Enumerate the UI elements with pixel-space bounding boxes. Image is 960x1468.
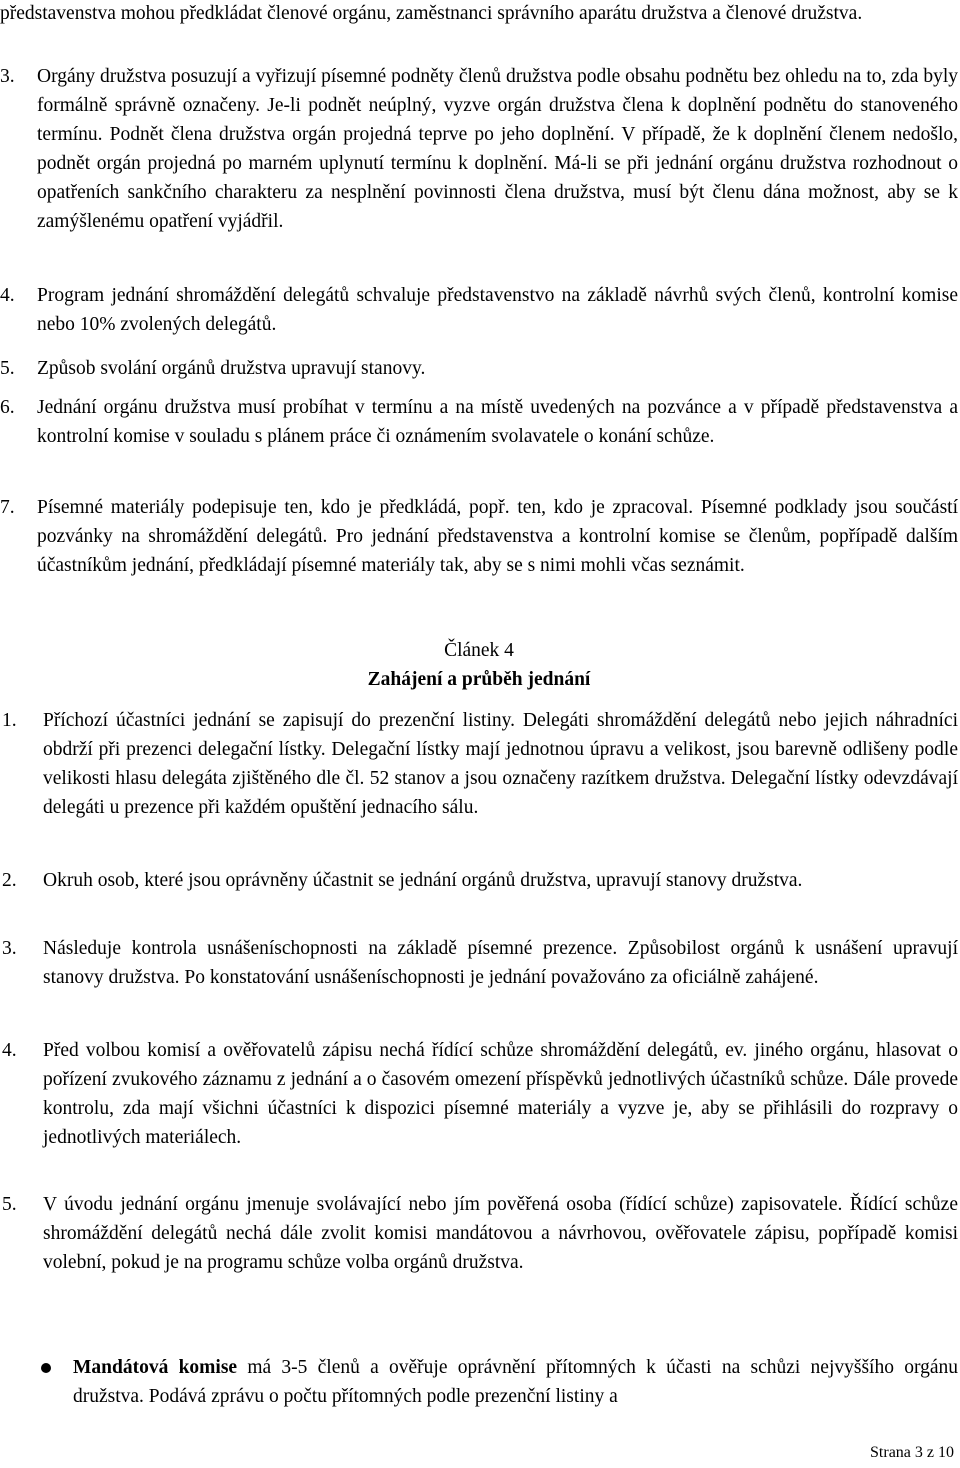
item-number: 3. xyxy=(0,66,15,87)
item-text: Příchozí účastníci jednání se zapisují do prezenční listiny. Delegáti shromáždění delegátů nebo jejich náhradníci obdrží při prezenci delegační lístky. Delegační lístky mají jednotnou úpravu a velikost, jsou barevně odlišeny podle velikosti hlasu delegáta zjištěného dle čl. 52 stanov a jsou označeny razítkem družstva. Delegační lístky odevzdávají delegáti u prezence při každém opuštění jednacího sálu. xyxy=(43,710,958,818)
list-item-5 xyxy=(0,354,958,383)
list-item-4 xyxy=(0,281,958,339)
item-text: Program jednání shromáždění delegátů schvaluje představenstvo na základě návrhů svých členů, kontrolní komise nebo 10% zvolených delegátů. xyxy=(37,285,958,335)
item-text: Písemné materiály podepisuje ten, kdo je předkládá, popř. ten, kdo je zpracoval. Písemné podklady jsou součástí pozvánky na shromáždění delegátů. Pro jednání představenstva a kontrolní komise se členům, popřípadě dalším účastníkům jednání, předkládají písemné materiály tak, aby se s nimi mohli včas seznámit. xyxy=(37,497,958,576)
bullet-item-mandatova-komise xyxy=(0,1353,958,1411)
bullet-text xyxy=(73,1353,958,1411)
list-item-b1 xyxy=(0,706,958,822)
item-number: 1. xyxy=(2,710,17,731)
item-text: Způsob svolání orgánů družstva upravují stanovy. xyxy=(37,358,426,379)
bullet-lead: Mandátová komise xyxy=(73,1357,238,1378)
item-number: 3. xyxy=(2,938,17,959)
item-text: V úvodu jednání orgánu jmenuje svolávající nebo jím pověřená osoba (řídící schůze) zapisovatele. Řídící schůze shromáždění delegátů nechá dále zvolit komisi mandátovou a návrhovou, ověřovatele zápisu, popřípadě komisi volební, pokud je na programu schůze volba orgánů družstva. xyxy=(43,1194,958,1273)
item-number: 5. xyxy=(2,1194,17,1215)
list-item-b2 xyxy=(0,866,958,895)
item-text: Následuje kontrola usnášeníschopnosti na základě písemné prezence. Způsobilost orgánů k usnášení upravují stanovy družstva. Po konstatování usnášeníschopnosti je jednání považováno za oficiálně zahájené. xyxy=(43,938,958,988)
item-number: 5. xyxy=(0,358,15,379)
article-number: Článek 4 xyxy=(444,640,514,661)
list-item-7 xyxy=(0,493,958,580)
list-item-b4 xyxy=(0,1036,958,1152)
item-number: 4. xyxy=(0,285,15,306)
item-text: Orgány družstva posuzují a vyřizují písemné podněty členů družstva podle obsahu podnětu bez ohledu na to, zda byly formálně správně označeny. Je-li podnět neúplný, vyzve orgán družstva člena k doplnění podnětu do stanoveného termínu. Podnět člena družstva orgán projedná teprve po jeho doplnění. V případě, že k doplnění členem nedošlo, podnět orgán projedná po marném uplynutí termínu k doplnění. Má-li se při jednání orgánu družstva rozhodnout o opatřeních sankčního charakteru za nesplnění povinnosti člena družstva, musí být členu dána možnost, aby se k zamýšlenému opatření vyjádřil. xyxy=(37,66,958,232)
item-text: Jednání orgánu družstva musí probíhat v termínu a na místě uvedených na pozvánce a v případě představenstva a kontrolní komise v souladu s plánem práce či oznámením svolavatele o konání schůze. xyxy=(37,397,958,447)
item-number: 4. xyxy=(2,1040,17,1061)
continuation-paragraph xyxy=(0,0,958,28)
list-item-b5 xyxy=(0,1190,958,1277)
list-item-3 xyxy=(0,62,958,236)
list-item-b3 xyxy=(0,934,958,992)
item-number: 2. xyxy=(2,870,17,891)
paragraph-text: představenstva mohou předkládat členové orgánu, zaměstnanci správního aparátu družstva a členové družstva. xyxy=(0,3,863,24)
article-heading xyxy=(0,636,958,694)
page-number: Strana 3 z 10 xyxy=(870,1444,954,1461)
item-text: Před volbou komisí a ověřovatelů zápisu nechá řídící schůze shromáždění delegátů, ev. jiného orgánu, hlasovat o pořízení zvukového záznamu z jednání a o časovém omezení příspěvků jednotlivých účastníků schůze. Dále provede kontrolu, zda mají všichni účastníci k dispozici písemné materiály a vyzve je, aby se přihlásili do rozpravy o jednotlivých materiálech. xyxy=(43,1040,958,1148)
bullet-body: má 3-5 členů a ověřuje oprávnění přítomných k účasti na schůzi nejvyššího orgánu družstva. Podává zprávu o počtu přítomných podle prezenční listiny a xyxy=(73,1357,958,1407)
item-number: 6. xyxy=(0,397,15,418)
list-item-6 xyxy=(0,393,958,451)
article-title: Zahájení a průběh jednání xyxy=(367,669,591,690)
item-number: 7. xyxy=(0,497,15,518)
bullet-icon xyxy=(41,1363,51,1373)
item-text: Okruh osob, které jsou oprávněny účastnit se jednání orgánů družstva, upravují stanovy družstva. xyxy=(43,870,803,891)
